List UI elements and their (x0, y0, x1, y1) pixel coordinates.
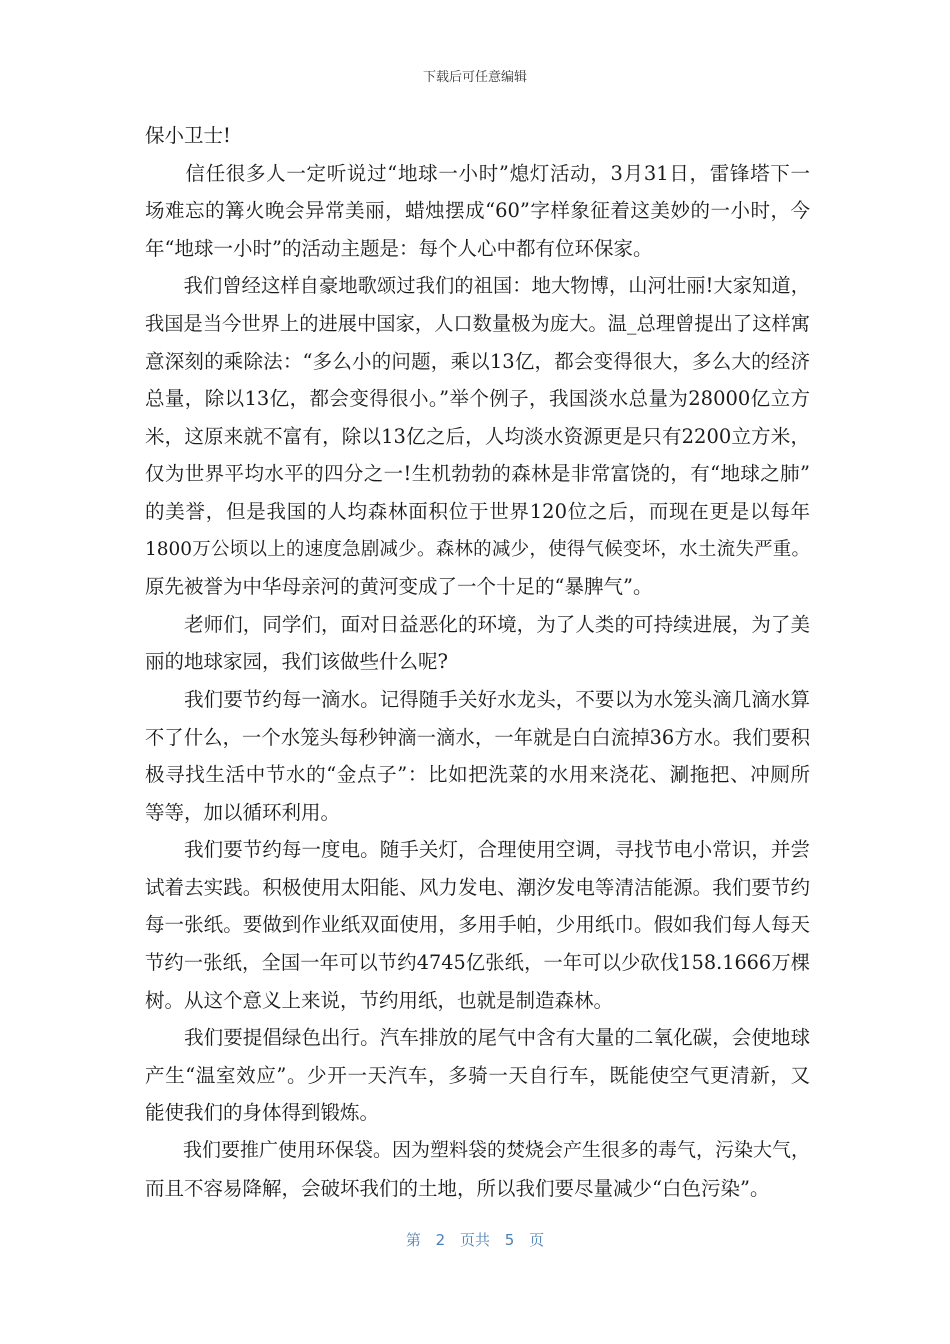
text-line: 丽的地球家园，我们该做些什么呢? (145, 650, 448, 674)
text-line: 的美誉，但是我国的人均森林面积位于世界120位之后，而现在更是以每年 (145, 499, 810, 523)
text-line: 我们要节约每一滴水。记得随手关好水龙头，不要以为水笼头滴几滴水算 (145, 687, 810, 711)
text-line: 我们要节约每一度电。随手关灯，合理使用空调，寻找节电小常识，并尝 (145, 838, 810, 862)
text-line: 意深刻的乘除法：“多么小的问题，乘以13亿，都会变得很大，多么大的经济 (145, 349, 810, 373)
text-line: 而且不容易降解，会破坏我们的土地，所以我们要尽量减少“白色污染”。 (145, 1176, 770, 1200)
text-line: 等等，加以循环利用。 (145, 800, 341, 824)
text-line: 米，这原来就不富有，除以13亿之后，人均淡水资源更是只有2200立方米， (145, 424, 810, 448)
text-line: 我们要推广使用环保袋。因为塑料袋的焚烧会产生很多的毒气，污染大气， (145, 1139, 811, 1162)
text-line: 节约一张纸，全国一年可以节约4745亿张纸，一年可以少砍伐158.1666万棵 (145, 951, 810, 975)
text-line: 试着去实践。积极使用太阳能、风力发电、潮汐发电等清洁能源。我们要节约 (145, 875, 810, 899)
text-line: 原先被誉为中华母亲河的黄河变成了一个十足的“暴脾气”。 (145, 575, 653, 599)
text-line: 仅为世界平均水平的四分之一!生机勃勃的森林是非常富饶的，有“地球之肺” (145, 462, 810, 486)
text-line: 树。从这个意义上来说，节约用纸，也就是制造森林。 (145, 988, 614, 1012)
text-line: 总量，除以13亿，都会变得很小。”举个例子，我国淡水总量为28000亿立方 (145, 387, 810, 411)
text-line: 保小卫士! (145, 124, 231, 147)
text-line: 能使我们的身体得到锻炼。 (145, 1101, 380, 1125)
document-body (145, 117, 810, 1207)
text-line: 场难忘的篝火晚会异常美丽，蜡烛摆成“60”字样象征着这美妙的一小时，今 (145, 199, 810, 223)
text-line: 极寻找生活中节水的“金点子”：比如把洗菜的水用来浇花、涮拖把、冲厕所 (145, 763, 810, 787)
text-line: 我们曾经这样自豪地歌颂过我们的祖国：地大物博，山河壮丽!大家知道， (145, 274, 810, 298)
text-line: 产生“温室效应”。少开一天汽车，多骑一天自行车，既能使空气更清新，又 (145, 1063, 810, 1087)
text-line: 我国是当今世界上的进展中国家，人口数量极为庞大。温_总理曾提出了这样寓 (145, 311, 810, 335)
text-line: 老师们，同学们，面对日益恶化的环境，为了人类的可持续进展，为了美 (145, 612, 810, 636)
page-number: 第 2 页共 5 页 (405, 1231, 545, 1249)
text-line: 1800万公顷以上的速度急剧减少。森林的减少，使得气候变坏，水土流失严重。 (145, 538, 810, 560)
text-line: 信任很多人一定听说过“地球一小时”熄灯活动，3月31日，雷锋塔下一 (145, 161, 810, 185)
text-line: 我们要提倡绿色出行。汽车排放的尾气中含有大量的二氧化碳，会使地球 (145, 1026, 810, 1050)
text-line: 不了什么，一个水笼头每秒钟滴一滴水，一年就是白白流掉36方水。我们要积 (145, 725, 810, 749)
text-line: 每一张纸。要做到作业纸双面使用，多用手帕，少用纸巾。假如我们每人每天 (145, 913, 810, 937)
header-note: 下载后可任意编辑 (422, 70, 527, 85)
text-line: 年“地球一小时”的活动主题是：每个人心中都有位环保家。 (145, 236, 653, 260)
